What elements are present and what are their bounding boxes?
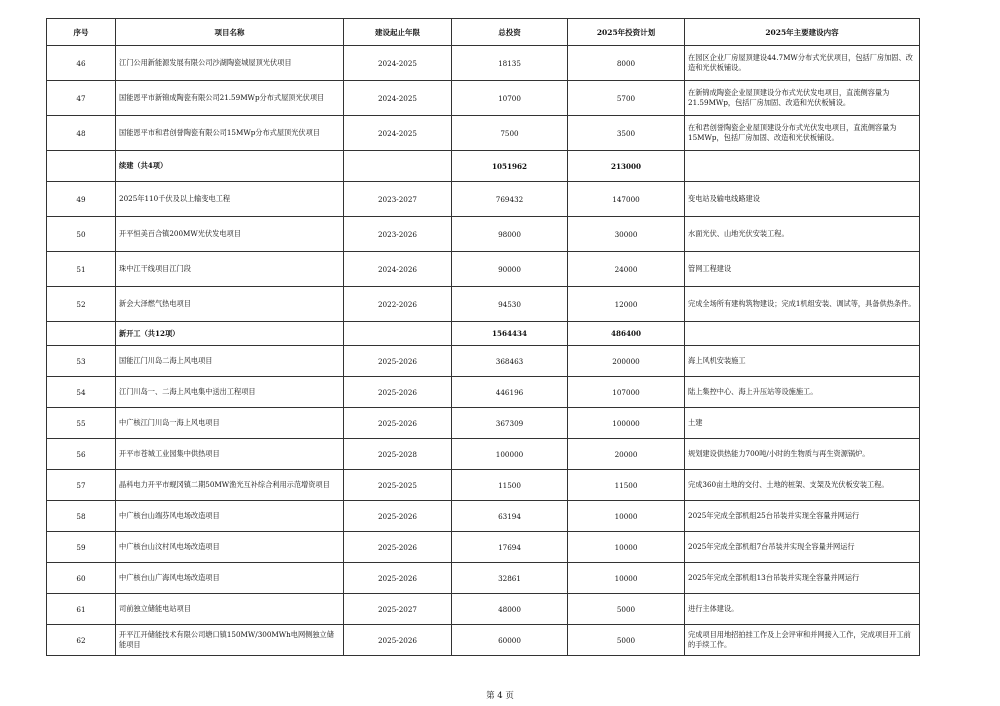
- section-title: 新开工（共12项）: [116, 322, 344, 346]
- row-content: 2025年完成全部机组25台吊装并实现全容量并网运行: [685, 501, 920, 532]
- row-total: 48000: [452, 594, 568, 625]
- row-content: 规划建设供热能力700吨/小时的生物质与再生资源锅炉。: [685, 439, 920, 470]
- row-name: 2025年110千伏及以上输变电工程: [116, 182, 344, 217]
- row-plan: 147000: [568, 182, 685, 217]
- row-content: 变电站及输电线路建设: [685, 182, 920, 217]
- table-header-row: [47, 19, 920, 46]
- table-row: [47, 182, 920, 217]
- table-row: [47, 501, 920, 532]
- row-no: 57: [47, 470, 116, 501]
- row-total: 769432: [452, 182, 568, 217]
- row-period: 2024-2026: [344, 252, 452, 287]
- row-total: 32861: [452, 563, 568, 594]
- row-period: 2025-2026: [344, 625, 452, 656]
- table-row: [47, 346, 920, 377]
- row-period: 2023-2026: [344, 217, 452, 252]
- row-plan: 10000: [568, 532, 685, 563]
- row-total: 11500: [452, 470, 568, 501]
- row-period: 2024-2025: [344, 81, 452, 116]
- page-number: 第 4 页: [486, 691, 514, 701]
- section-plan: 486400: [568, 322, 685, 346]
- row-plan: 30000: [568, 217, 685, 252]
- row-content: 进行主体建设。: [685, 594, 920, 625]
- row-no: 49: [47, 182, 116, 217]
- row-total: 18135: [452, 46, 568, 81]
- row-name: 国能恩平市新锦成陶瓷有限公司21.59MWp分布式屋顶光伏项目: [116, 81, 344, 116]
- row-no: 51: [47, 252, 116, 287]
- row-period: [344, 322, 452, 346]
- row-total: 446196: [452, 377, 568, 408]
- table-row: [47, 470, 920, 501]
- row-no: 56: [47, 439, 116, 470]
- row-no: 53: [47, 346, 116, 377]
- row-plan: 10000: [568, 501, 685, 532]
- row-plan: 5000: [568, 594, 685, 625]
- row-plan: 200000: [568, 346, 685, 377]
- row-content: 完成项目用地招拍挂工作及上会评审和并网接入工作，完成项目开工前的手续工作。: [685, 625, 920, 656]
- row-name: 开平江开储能技术有限公司塘口镇150MW/300MWh电网侧独立储能项目: [116, 625, 344, 656]
- row-name: 国能江门川岛二海上风电项目: [116, 346, 344, 377]
- projects-table: [46, 18, 920, 656]
- table-row: [47, 217, 920, 252]
- row-period: 2024-2025: [344, 46, 452, 81]
- row-content: 在园区企业厂房屋顶建设44.7MW分布式光伏项目，包括厂房加固、改造和光伏板铺设。: [685, 46, 920, 81]
- row-no: 50: [47, 217, 116, 252]
- row-total: 90000: [452, 252, 568, 287]
- row-no: 59: [47, 532, 116, 563]
- section-row-new: [47, 322, 920, 346]
- table-row: [47, 563, 920, 594]
- row-total: 17694: [452, 532, 568, 563]
- row-name: 中广核台山端芬风电场改造项目: [116, 501, 344, 532]
- row-content: 完成360亩土地的交付、土地的桩架、支架及光伏板安装工程。: [685, 470, 920, 501]
- table-row: [47, 116, 920, 151]
- row-plan: 100000: [568, 408, 685, 439]
- row-name: 中广核台山广海风电场改造项目: [116, 563, 344, 594]
- row-no: [47, 322, 116, 346]
- row-period: 2025-2026: [344, 532, 452, 563]
- row-name: 珠中江干线项目江门段: [116, 252, 344, 287]
- row-period: 2025-2026: [344, 346, 452, 377]
- table-row: [47, 81, 920, 116]
- row-no: 60: [47, 563, 116, 594]
- row-plan: 11500: [568, 470, 685, 501]
- row-plan: 20000: [568, 439, 685, 470]
- row-total: 100000: [452, 439, 568, 470]
- row-name: 开平恒美百合镇200MW光伏发电项目: [116, 217, 344, 252]
- row-name: 新会大泽燃气热电项目: [116, 287, 344, 322]
- row-period: [344, 151, 452, 182]
- row-period: 2025-2025: [344, 470, 452, 501]
- header-2025-plan: 2025年投资计划: [568, 19, 685, 46]
- row-content: 完成全场所有建构筑物建设；完成1机组安装、调试等，具备供热条件。: [685, 287, 920, 322]
- row-total: 10700: [452, 81, 568, 116]
- row-period: 2025-2027: [344, 594, 452, 625]
- table-row: [47, 439, 920, 470]
- row-content: 水面光伏、山地光伏安装工程。: [685, 217, 920, 252]
- row-period: 2022-2026: [344, 287, 452, 322]
- table-row: [47, 377, 920, 408]
- row-total: 60000: [452, 625, 568, 656]
- row-period: 2025-2026: [344, 408, 452, 439]
- row-no: 54: [47, 377, 116, 408]
- row-name: 晶科电力开平市蚬冈镇二期50MW渔光互补综合利用示范增资项目: [116, 470, 344, 501]
- row-total: 98000: [452, 217, 568, 252]
- row-period: 2025-2026: [344, 377, 452, 408]
- row-period: 2024-2025: [344, 116, 452, 151]
- row-no: 52: [47, 287, 116, 322]
- row-name: 司前独立储能电站项目: [116, 594, 344, 625]
- row-plan: 5700: [568, 81, 685, 116]
- header-project-name: 项目名称: [116, 19, 344, 46]
- section-plan: 213000: [568, 151, 685, 182]
- table-row: [47, 252, 920, 287]
- row-no: 62: [47, 625, 116, 656]
- row-period: 2025-2026: [344, 501, 452, 532]
- header-2025-content: 2025年主要建设内容: [685, 19, 920, 46]
- row-content: 管网工程建设: [685, 252, 920, 287]
- row-content: [685, 151, 920, 182]
- table-row: [47, 46, 920, 81]
- row-total: 368463: [452, 346, 568, 377]
- row-plan: 8000: [568, 46, 685, 81]
- row-no: 61: [47, 594, 116, 625]
- row-plan: 24000: [568, 252, 685, 287]
- row-content: 2025年完成全部机组13台吊装并实现全容量并网运行: [685, 563, 920, 594]
- section-total: 1051962: [452, 151, 568, 182]
- row-name: 江门公用新能源发展有限公司沙湖陶瓷城屋顶光伏项目: [116, 46, 344, 81]
- row-content: [685, 322, 920, 346]
- row-content: 陆上集控中心、海上升压站等设施施工。: [685, 377, 920, 408]
- row-content: 在和君创誉陶瓷企业屋顶建设分布式光伏发电项目，直流侧容量为15MWp，包括厂房加固、改造和光伏板铺设。: [685, 116, 920, 151]
- row-name: 国能恩平市和君创誉陶瓷有限公司15MWp分布式屋顶光伏项目: [116, 116, 344, 151]
- section-row-continued: [47, 151, 920, 182]
- row-plan: 3500: [568, 116, 685, 151]
- section-total: 1564434: [452, 322, 568, 346]
- row-content: 在新锦成陶瓷企业屋顶建设分布式光伏发电项目，直流侧容量为21.59MWp，包括厂房加固、改造和光伏板铺设。: [685, 81, 920, 116]
- row-plan: 107000: [568, 377, 685, 408]
- header-period: 建设起止年限: [344, 19, 452, 46]
- row-no: 48: [47, 116, 116, 151]
- table-row: [47, 625, 920, 656]
- header-seq: 序号: [47, 19, 116, 46]
- row-name: 中广核台山汶村风电场改造项目: [116, 532, 344, 563]
- row-no: 47: [47, 81, 116, 116]
- row-plan: 12000: [568, 287, 685, 322]
- row-period: 2023-2027: [344, 182, 452, 217]
- section-title: 续建（共4项）: [116, 151, 344, 182]
- table-row: [47, 408, 920, 439]
- row-content: 土建: [685, 408, 920, 439]
- row-no: 46: [47, 46, 116, 81]
- row-total: 7500: [452, 116, 568, 151]
- row-period: 2025-2028: [344, 439, 452, 470]
- header-total-investment: 总投资: [452, 19, 568, 46]
- row-name: 开平市苍城工业园集中供热项目: [116, 439, 344, 470]
- row-plan: 5000: [568, 625, 685, 656]
- table-row: [47, 287, 920, 322]
- row-no: 58: [47, 501, 116, 532]
- table-row: [47, 532, 920, 563]
- row-no: 55: [47, 408, 116, 439]
- row-plan: 10000: [568, 563, 685, 594]
- row-no: [47, 151, 116, 182]
- row-name: 中广核江门川岛一海上风电项目: [116, 408, 344, 439]
- row-period: 2025-2026: [344, 563, 452, 594]
- row-content: 海上风机安装施工: [685, 346, 920, 377]
- row-total: 367309: [452, 408, 568, 439]
- table-row: [47, 594, 920, 625]
- row-total: 94530: [452, 287, 568, 322]
- row-content: 2025年完成全部机组7台吊装并实现全容量并网运行: [685, 532, 920, 563]
- row-total: 63194: [452, 501, 568, 532]
- row-name: 江门川岛一、二海上风电集中送出工程项目: [116, 377, 344, 408]
